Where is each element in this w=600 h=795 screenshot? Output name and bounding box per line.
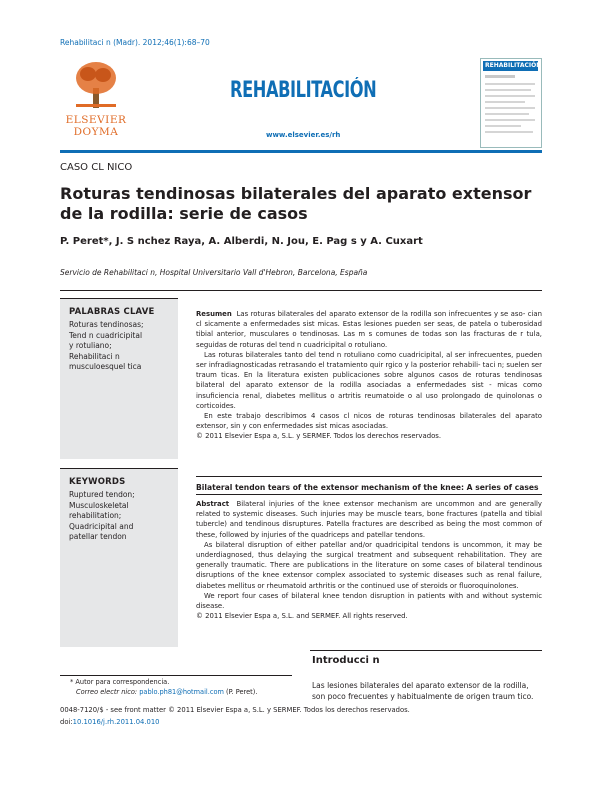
elsevier-doyma-logo [60, 58, 132, 144]
affiliation-rule [60, 290, 542, 291]
footnote-rule [60, 675, 292, 676]
journal-citation: Rehabilitaci n (Madr). 2012;46(1):68–70 [60, 38, 210, 47]
author-list: P. Peret*, J. S nchez Raya, A. Alberdi, N. Jou, E. Pag s y A. Cuxart [60, 236, 423, 247]
journal-cover-thumbnail [480, 58, 542, 148]
email-tail: (P. Peret). [226, 688, 258, 696]
email-link[interactable]: pablo.ph81@hotmail.com [139, 688, 224, 696]
abstract-es-p2: Las roturas bilaterales tanto del tend n rotuliano como cuadricipital, al ser infrecuentes, pueden ser infradiagnosticadas retrasando el tratamiento quir rgico y la posterior rehabili- taci n; suelen ser traum ticas. En la literatura existen publicaciones sobre algunos casos de roturas tendinosas bilateral del aparato extensor de la rodilla asociadas a enfermedades sist - micas como insuficiencia renal, diabetes mellitus o artritis reumatoide o al uso prolongado de quinolonas o corticoides. [196, 350, 542, 410]
journal-url-link[interactable]: www.elsevier.es/rh [266, 131, 341, 139]
english-title: Bilateral tendon tears of the extensor mechanism of the knee: A series of cases [196, 483, 539, 492]
abstract-divider [196, 476, 542, 477]
keyword-item: y rotuliano; [69, 341, 112, 350]
keyword-item: Musculoskeletal [69, 500, 129, 510]
abstract-es-copyright: © 2011 Elsevier Espa a, S.L. y SERMEF. Todos los derechos reservados. [196, 432, 442, 441]
abstract-en-label: Abstract [196, 500, 230, 508]
doi-label: doi: [60, 718, 73, 726]
corresponding-author-note: * Autor para correspondencia. [70, 678, 170, 686]
keyword-item: Roturas tendinosas; [69, 320, 144, 329]
affiliation: Servicio de Rehabilitaci n, Hospital Universitario Vall d'Hebron, Barcelona, España [60, 268, 368, 277]
header-rule [60, 150, 542, 153]
cover-contents-lines [485, 75, 537, 143]
article-title: Roturas tendinosas bilaterales del aparato extensor de la rodilla: serie de casos [60, 184, 532, 223]
keyword-item: Rehabilitaci n [69, 351, 120, 361]
publisher-name-line1: ELSEVIER [65, 114, 127, 126]
email-label: Correo electr nico: [76, 688, 138, 696]
abstract-en-p1: Bilateral injuries of the knee extensor mechanism are uncommon and are generally related to systemic diseases. Such injuries may be muscle tears, bone fractures (patella and tibial tubercle) and tendinous disruptures. Patella fractures are described as being the most common of these, followed by injuries of the quadriceps and patellar tendons. [196, 500, 542, 539]
keywords-en-heading: KEYWORDS [69, 477, 126, 487]
abstract-en-copyright: © 2011 Elsevier Espa a, S.L. and SERMEF. All rights reserved. [196, 612, 408, 621]
abstract-es-p3: En este trabajo describimos 4 casos cl nicos de roturas tendinosas bilaterales del aparato extensor, sin y con enfermedades sist micas asociadas. [196, 412, 542, 431]
cover-title: REHABILITACIÓN [485, 62, 542, 69]
keyword-item: musculoesquel tica [69, 362, 142, 371]
abstract-es [196, 309, 542, 442]
keyword-item: Tend n cuadricipital [69, 330, 143, 340]
abstract-en [196, 499, 542, 621]
keywords-en-box [60, 468, 178, 647]
section-label: CASO CL NICO [60, 162, 133, 173]
keyword-item: Quadricipital and [69, 521, 134, 531]
keywords-es-heading: PALABRAS CLAVE [69, 307, 155, 317]
keyword-item: rehabilitation; [69, 511, 122, 520]
doi-line [60, 718, 160, 726]
publisher-name-line2: DOYMA [73, 126, 119, 138]
abstract-en-p2: As bilateral disruption of either patellar and/or quadricipital tendons is uncommon, it may be underdiagnosed, thus delaying the surgical treatment and subsequent rehabilitation. They are generally traumatic. There are publications in the literature on some cases of bilateral tendinous disruptions of the knee extensor complex associated to systemic diseases such as renal failure, diabetes mellitus or rheumatoid arthritis or the continued use of steroids or fluoroquinolones. [196, 540, 542, 590]
email-line [76, 688, 257, 696]
abstract-es-label: Resumen [196, 310, 232, 318]
elsevier-tree-icon [72, 60, 120, 110]
intro-heading: Introducci n [312, 655, 380, 666]
abstract-es-p1: Las roturas bilaterales del aparato extensor de la rodilla son infrecuentes y se aso- cian cl sicamente a enfermedades sist micas. Estas lesiones pueden ser seas, de patela o tuberosidad tibial anterior, musculares o tendinosas. Las m s comunes de todas son las fracturas de r tula, seguidas de roturas del tend n cuadricipital o rotuliano. [196, 310, 542, 349]
intro-text: Las lesiones bilaterales del aparato extensor de la rodilla, son poco frecuentes y habitualmente de origen traum tico. [312, 681, 534, 701]
intro-rule [310, 650, 542, 651]
keyword-item: Ruptured tendon; [69, 490, 135, 499]
issn-line: 0048-7120/$ - see front matter © 2011 Elsevier Espa a, S.L. y SERMEF. Todos los derechos reservados. [60, 706, 410, 714]
english-title-rule [196, 494, 542, 495]
doi-link[interactable]: 10.1016/j.rh.2011.04.010 [72, 718, 160, 726]
abstract-en-p3: We report four cases of bilateral knee tendon disruption in patients with and without systemic disease. [196, 591, 542, 611]
keywords-es-box [60, 298, 178, 459]
keyword-item: patellar tendon [69, 532, 127, 541]
journal-title: REHABILITACIÓN [230, 78, 377, 103]
